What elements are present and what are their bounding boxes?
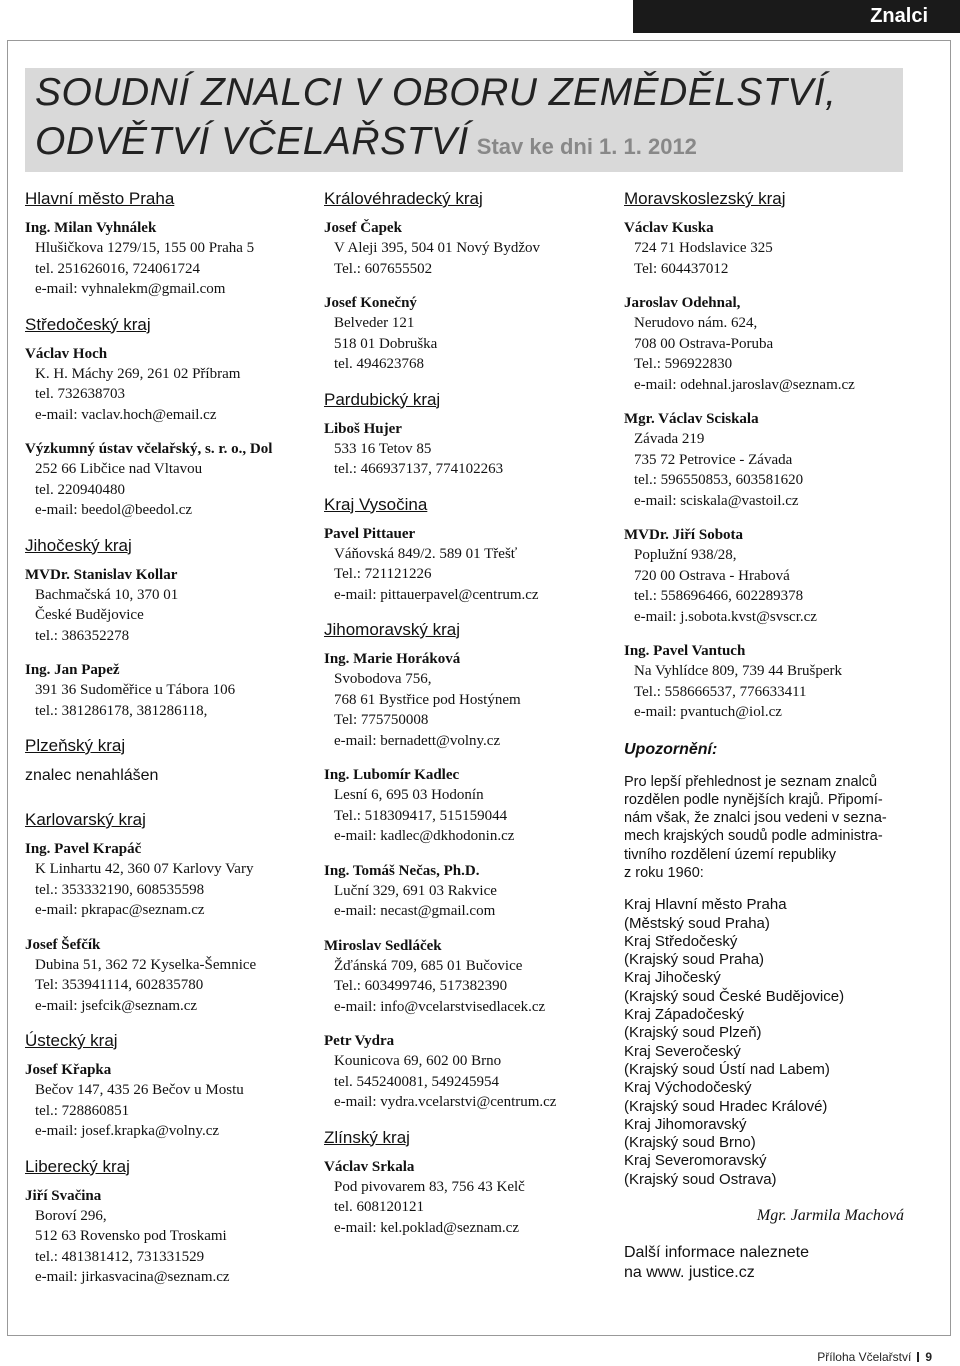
no-expert-note: znalec nenahlášen (25, 767, 159, 784)
notice-line: Pro lepší přehlednost je seznam znalců (624, 773, 878, 790)
expert-name: Ing. Marie Horáková (324, 651, 461, 667)
expert-name: Petr Vydra (324, 1033, 395, 1049)
expert-address: 720 00 Ostrava - Hrabová (634, 567, 790, 584)
expert-entry (324, 1157, 609, 1239)
expert-name: Václav Hoch (25, 345, 108, 362)
expert-name: Jiří Svačina (25, 1187, 102, 1204)
page-number: 9 (925, 1350, 932, 1364)
expert-address: 518 01 Dobruška (334, 335, 438, 352)
more-info-line: Další informace naleznete (624, 1244, 809, 1262)
expert-name: Josef Konečný (324, 295, 417, 311)
region-heading: Ústecký kraj (25, 1031, 118, 1050)
notice-line: z roku 1960: (624, 864, 704, 881)
expert-entry (324, 936, 609, 1018)
court-line: (Krajský soud Plzeň) (624, 1024, 762, 1042)
expert-email: e-mail: kel.poklad@seznam.cz (334, 1219, 519, 1236)
expert-name: MVDr. Jiří Sobota (624, 527, 744, 543)
court-line: Kraj Severomoravský (624, 1152, 767, 1170)
expert-address: Dubina 51, 362 72 Kyselka-Šemnice (35, 956, 257, 973)
court-line: Kraj Jihočeský (624, 969, 721, 987)
expert-email: e-mail: j.sobota.kvst@svscr.cz (634, 608, 817, 625)
expert-address: V Aleji 395, 504 01 Nový Bydžov (334, 240, 540, 256)
expert-email: e-mail: vyhnalekm@gmail.com (35, 281, 226, 297)
expert-phone: tel.: 596550853, 603581620 (634, 472, 804, 488)
court-line: Kraj Středočeský (624, 932, 738, 950)
expert-phone: Tel.: 596922830 (634, 356, 733, 372)
expert-entry (324, 861, 609, 922)
court-line: (Krajský soud Praha) (624, 951, 765, 969)
expert-address: 391 36 Sudoměřice u Tábora 106 (35, 682, 236, 698)
expert-address: Závada 219 (634, 431, 705, 447)
expert-address: Pod pivovarem 83, 756 43 Kelč (334, 1178, 525, 1195)
expert-name: Josef Čapek (324, 220, 402, 236)
expert-entry (25, 439, 310, 521)
column-3 (624, 188, 924, 1283)
notice-paragraph (624, 773, 924, 883)
expert-entry (324, 524, 609, 606)
expert-phone: tel. 608120121 (334, 1199, 424, 1215)
expert-email: e-mail: jsefcik@seznam.cz (35, 997, 198, 1014)
expert-address: Poplužní 938/28, (634, 547, 737, 563)
region-heading: Karlovarský kraj (25, 810, 146, 829)
title-line-1: SOUDNÍ ZNALCI V OBORU ZEMĚDĚLSTVÍ, (35, 71, 837, 114)
expert-entry (624, 409, 924, 511)
expert-address: Nerudovo nám. 624, (634, 315, 758, 331)
expert-entry (25, 218, 310, 300)
court-line: Kraj Severočeský (624, 1042, 741, 1060)
page-header (25, 68, 903, 172)
section-tag: Znalci (633, 0, 960, 33)
expert-name: MVDr. Stanislav Kollar (25, 566, 178, 583)
expert-address: Svobodova 756, (334, 671, 432, 687)
expert-entry (25, 935, 310, 1017)
expert-email: e-mail: kadlec@dkhodonin.cz (334, 828, 515, 844)
expert-name: Ing. Tomáš Nečas, Ph.D. (324, 862, 480, 879)
expert-name: Ing. Jan Papež (25, 662, 120, 678)
expert-entry (25, 660, 310, 721)
expert-address: 252 66 Libčice nad Vltavou (35, 461, 203, 477)
expert-email: e-mail: beedol@beedol.cz (35, 502, 193, 518)
region-heading: Jihomoravský kraj (324, 620, 461, 639)
expert-phone: Tel.: 558666537, 776633411 (634, 683, 807, 700)
court-line: (Krajský soud Brno) (624, 1134, 756, 1152)
expert-entry (324, 1031, 609, 1113)
expert-phone: Tel: 353941114, 602835780 (35, 977, 204, 993)
expert-address: 708 00 Ostrava-Poruba (634, 335, 774, 352)
notice-heading: Upozornění: (624, 740, 718, 758)
expert-address: 724 71 Hodslavice 325 (634, 240, 773, 256)
notice-line: nám však, že znalci jsou vedeni v sezna- (624, 810, 887, 827)
expert-phone: Tel.: 518309417, 515159044 (334, 807, 508, 824)
expert-phone: tel.: 481381412, 731331529 (35, 1248, 205, 1265)
expert-name: Václav Kuska (624, 220, 714, 236)
expert-address: Žďánská 709, 685 01 Bučovice (334, 957, 523, 974)
court-line: Kraj Jihomoravský (624, 1115, 747, 1133)
expert-phone: tel.: 353332190, 608535598 (35, 881, 205, 898)
expert-entry (25, 344, 310, 426)
court-line: Kraj Západočeský (624, 1006, 745, 1024)
region-heading: Moravskoslezský kraj (624, 189, 786, 208)
expert-phone: tel. 220940480 (35, 481, 125, 498)
expert-address: Lesní 6, 695 03 Hodonín (334, 787, 484, 803)
page-footer (817, 1350, 932, 1364)
expert-address: Hlušičkova 1279/15, 155 00 Praha 5 (35, 240, 255, 256)
expert-email: e-mail: bernadett@volny.cz (334, 732, 501, 749)
more-info (624, 1243, 924, 1283)
expert-entry (324, 218, 609, 279)
notice-line: mech krajských soudů podle administra- (624, 828, 883, 845)
column-2 (324, 188, 609, 1252)
expert-address: Bečov 147, 435 26 Bečov u Mostu (35, 1082, 244, 1098)
signature: Mgr. Jarmila Machová (756, 1207, 904, 1225)
expert-entry (624, 525, 924, 627)
title-line-2 (35, 117, 836, 171)
expert-entry (624, 218, 924, 279)
expert-name: Pavel Pittauer (324, 525, 416, 542)
expert-phone: Tel.: 721121226 (334, 566, 432, 582)
expert-email: e-mail: pkrapac@seznam.cz (35, 902, 205, 918)
expert-entry (324, 765, 609, 847)
footer-label: Příloha Včelařství (817, 1350, 912, 1364)
expert-entry (324, 419, 609, 480)
expert-entry (324, 649, 609, 751)
expert-address: Kounicova 69, 602 00 Brno (334, 1053, 502, 1069)
expert-email: e-mail: pittauerpavel@centrum.cz (334, 586, 539, 603)
court-line: (Krajský soud Ústí nad Labem) (624, 1060, 830, 1078)
expert-phone: tel. 732638703 (35, 386, 125, 402)
expert-phone: tel. 545240081, 549245954 (334, 1073, 499, 1090)
expert-address: K. H. Máchy 269, 261 02 Příbram (35, 365, 241, 382)
expert-entry (25, 565, 310, 647)
expert-entry (25, 1060, 310, 1142)
date-stamp: Stav ke dni 1. 1. 2012 (476, 134, 697, 159)
expert-address: 735 72 Petrovice - Závada (634, 451, 793, 468)
expert-phone: tel.: 386352278 (35, 627, 130, 644)
expert-phone: Tel: 604437012 (634, 260, 729, 277)
region-heading: Královéhradecký kraj (324, 189, 483, 208)
region-heading: Liberecký kraj (25, 1156, 130, 1176)
title-line-2-text: ODVĚTVÍ VČELAŘSTVÍ (35, 120, 469, 163)
expert-name: Václav Srkala (324, 1158, 415, 1175)
expert-name: Josef Křapka (25, 1062, 112, 1078)
expert-name: Miroslav Sedláček (324, 937, 442, 954)
expert-email: e-mail: vydra.vcelarstvi@centrum.cz (334, 1094, 557, 1110)
expert-name: Ing. Pavel Krapáč (25, 841, 142, 857)
expert-phone: tel.: 381286178, 381286118, (35, 702, 208, 719)
expert-phone: tel. 494623768 (334, 356, 424, 372)
expert-address: Bachmačská 10, 370 01 (35, 586, 179, 603)
region-heading: Jihočeský kraj (25, 535, 132, 555)
expert-phone: tel.: 558696466, 602289378 (634, 588, 804, 604)
expert-address: Váňovská 849/2. 589 01 Třešť (334, 545, 518, 562)
expert-address: Na Vyhlídce 809, 739 44 Brušperk (634, 663, 843, 679)
expert-email: e-mail: vaclav.hoch@email.cz (35, 406, 217, 423)
expert-address: Luční 329, 691 03 Rakvice (334, 882, 497, 899)
expert-email: e-mail: necast@gmail.com (334, 903, 496, 919)
expert-phone: Tel.: 607655502 (334, 260, 433, 277)
column-1 (25, 188, 310, 1302)
expert-name: Liboš Hujer (324, 420, 402, 437)
region-heading: Kraj Vysočina (324, 494, 428, 514)
footer-separator (917, 1352, 919, 1362)
expert-email: e-mail: jirkasvacina@seznam.cz (35, 1269, 230, 1285)
expert-email: e-mail: josef.krapka@volny.cz (35, 1123, 220, 1139)
region-heading: Plzeňský kraj (25, 736, 126, 755)
expert-entry (324, 293, 609, 375)
notice-line: rozdělen podle nynějších krajů. Připomí- (624, 791, 883, 808)
expert-phone: Tel.: 603499746, 517382390 (334, 978, 508, 994)
expert-name: Josef Šefčík (25, 936, 101, 953)
expert-name: Mgr. Václav Sciskala (624, 411, 759, 427)
expert-phone: tel.: 466937137, 774102263 (334, 461, 504, 477)
expert-name: Výzkumný ústav včelařský, s. r. o., Dol (25, 441, 273, 457)
court-list (624, 896, 924, 1189)
expert-address: Boroví 296, (35, 1207, 107, 1224)
expert-phone: Tel: 775750008 (334, 712, 429, 728)
expert-entry (624, 293, 924, 395)
expert-phone: tel.: 728860851 (35, 1102, 130, 1119)
expert-entry (624, 641, 924, 723)
court-line: Kraj Východočeský (624, 1079, 752, 1097)
notice-line: tivního rozdělení území republiky (624, 846, 836, 863)
expert-entry (25, 1186, 310, 1288)
expert-entry (25, 839, 310, 921)
expert-name: Ing. Pavel Vantuch (624, 643, 746, 659)
court-line: (Městský soud Praha) (624, 914, 770, 932)
expert-address: České Budějovice (35, 607, 144, 623)
expert-email: e-mail: pvantuch@iol.cz (634, 704, 782, 720)
region-heading: Hlavní město Praha (25, 189, 175, 208)
expert-email: e-mail: sciskala@vastoil.cz (634, 492, 799, 509)
region-heading: Pardubický kraj (324, 389, 441, 409)
court-line: (Krajský soud Hradec Králové) (624, 1097, 828, 1115)
expert-address: 533 16 Tetov 85 (334, 440, 432, 457)
page-title (35, 68, 836, 171)
expert-address: 768 61 Bystřice pod Hostýnem (334, 691, 521, 708)
court-line: Kraj Hlavní město Praha (624, 896, 787, 914)
more-info-link: na www. justice.cz (624, 1264, 755, 1282)
region-heading: Zlínský kraj (324, 1127, 410, 1147)
court-line: (Krajský soud České Budějovice) (624, 987, 845, 1005)
expert-address: 512 63 Rovensko pod Troskami (35, 1228, 227, 1244)
expert-email: e-mail: odehnal.jaroslav@seznam.cz (634, 376, 855, 393)
expert-name: Ing. Lubomír Kadlec (324, 767, 460, 783)
expert-address: K Linhartu 42, 360 07 Karlovy Vary (35, 861, 254, 877)
expert-name: Jaroslav Odehnal, (624, 295, 741, 311)
expert-address: Belveder 121 (334, 315, 415, 331)
court-line: (Krajský soud Ostrava) (624, 1170, 777, 1188)
expert-phone: tel. 251626016, 724061724 (35, 260, 200, 277)
expert-email: e-mail: info@vcelarstvisedlacek.cz (334, 998, 546, 1015)
expert-name: Ing. Milan Vyhnálek (25, 220, 157, 236)
region-heading: Středočeský kraj (25, 314, 151, 334)
